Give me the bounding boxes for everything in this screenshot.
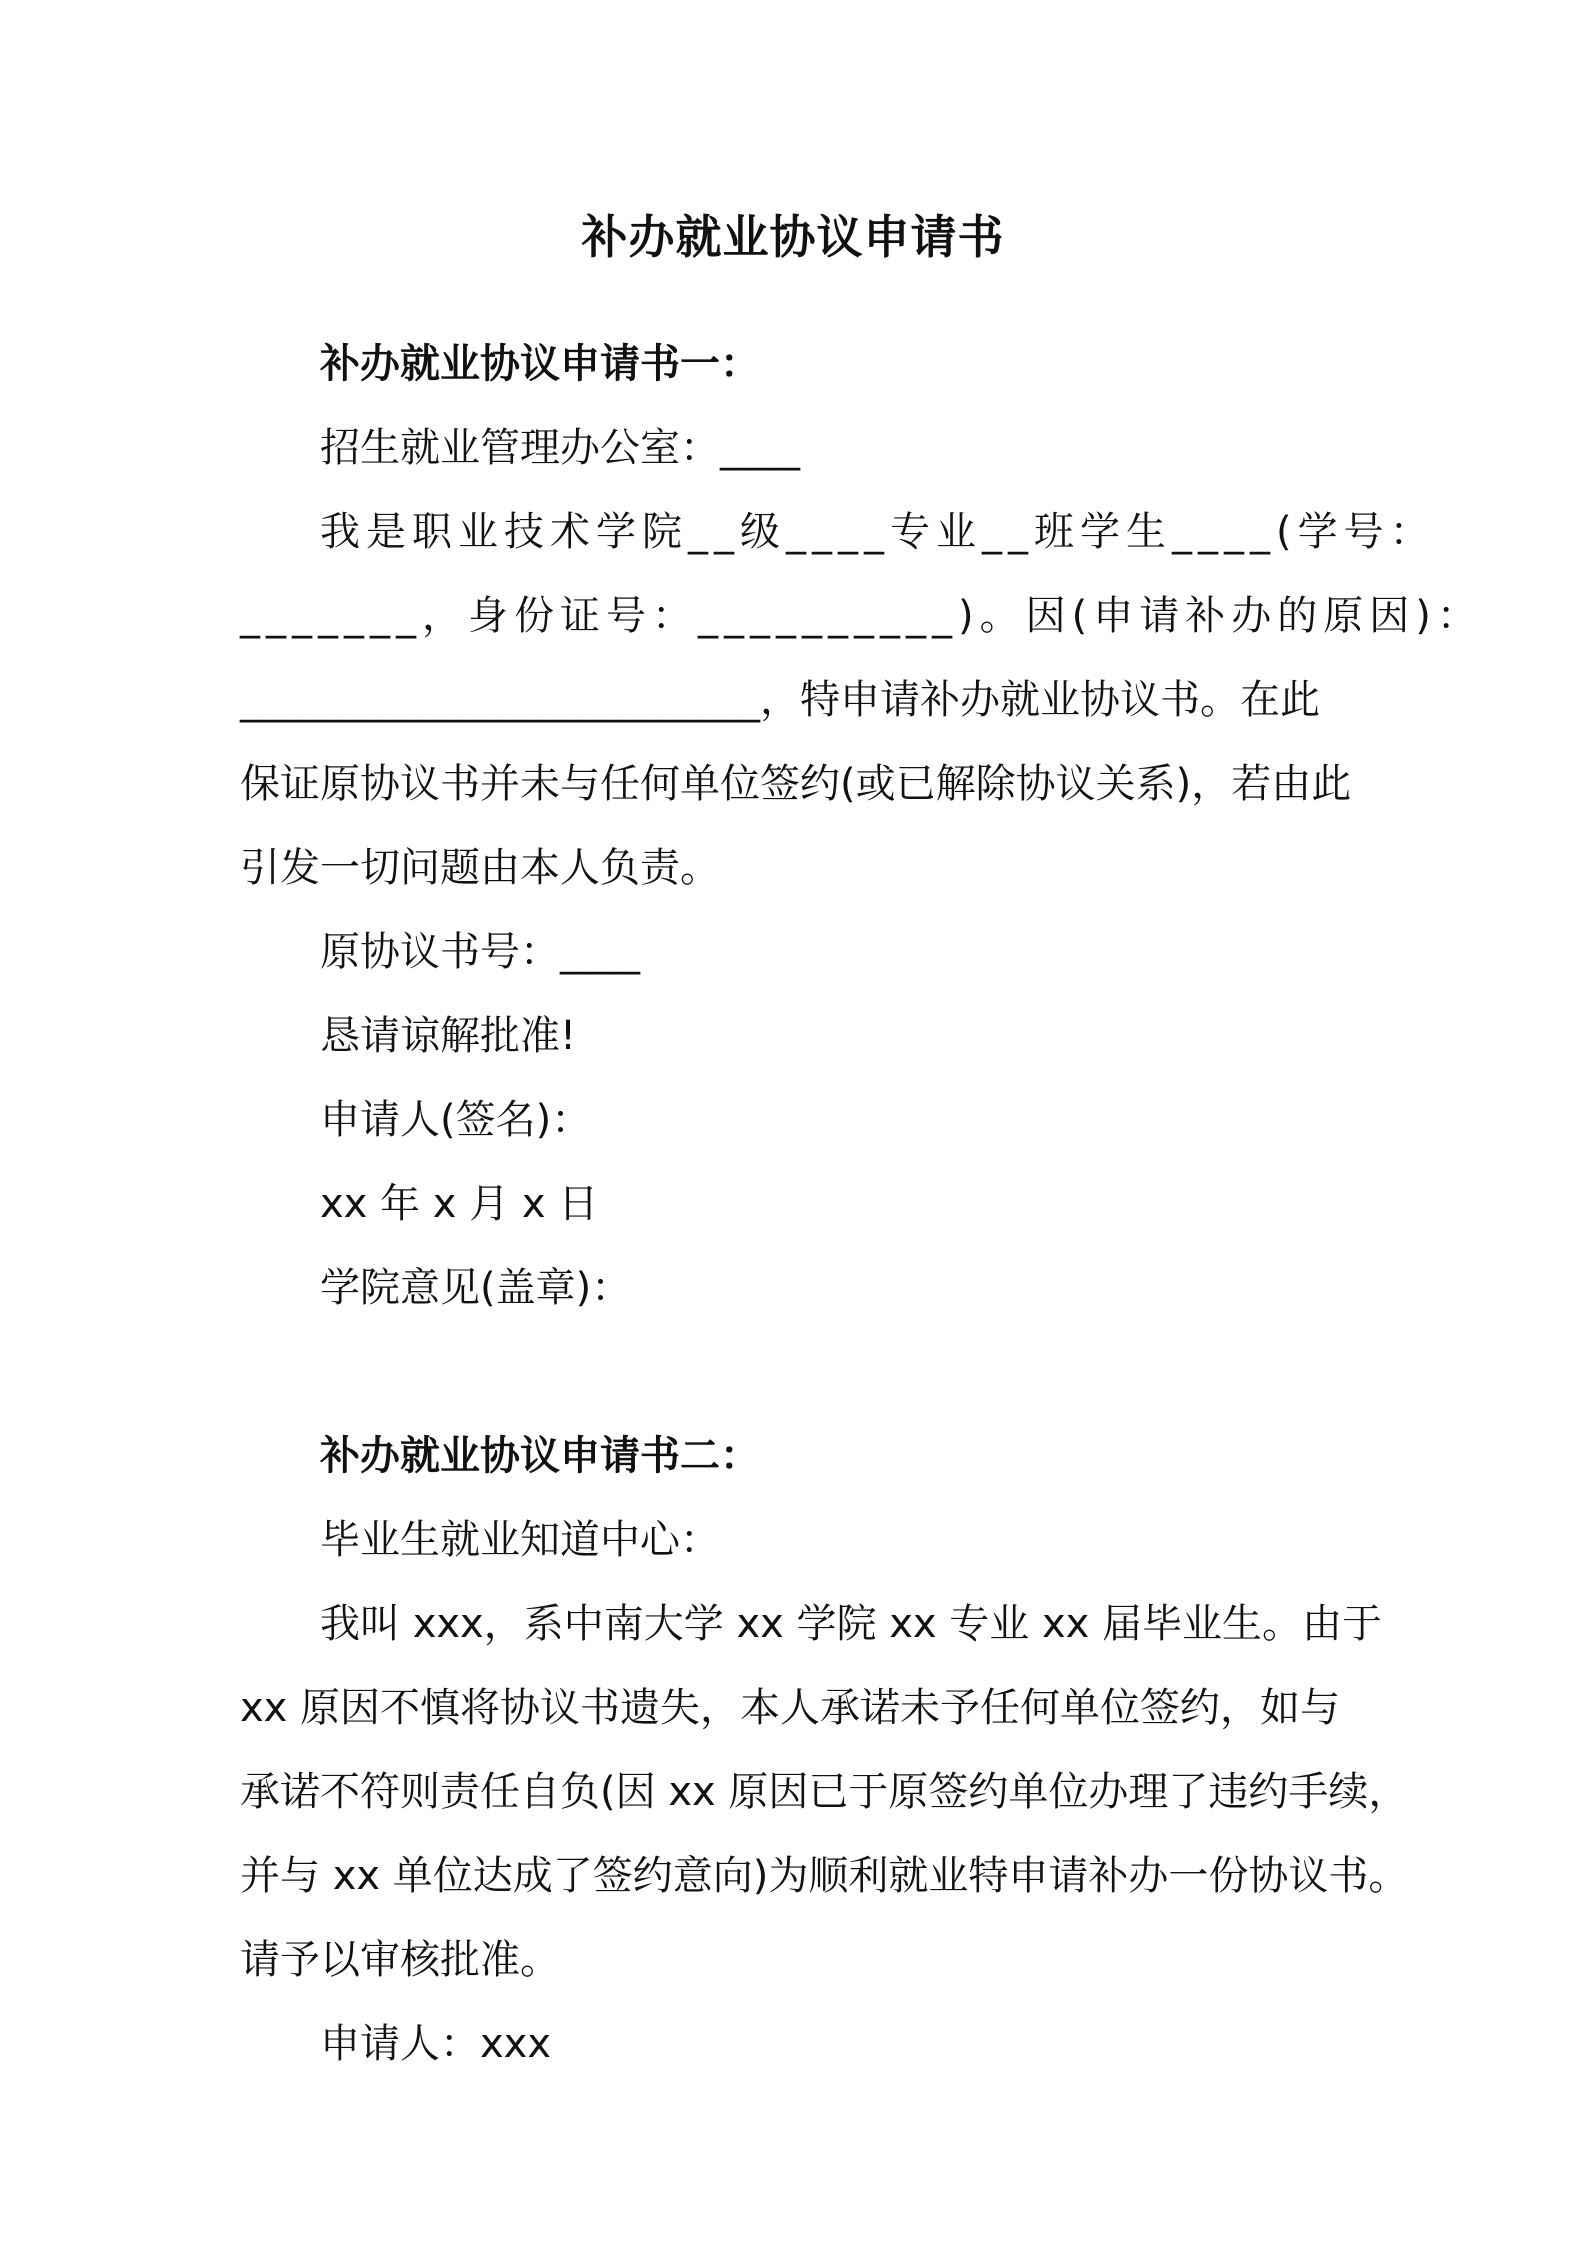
section1-request: 恳请谅解批准! — [320, 1013, 577, 1059]
section2-body-line4: 并与 xx 单位达成了签约意向)为顺利就业特申请补办一份协议书。 — [240, 1853, 1409, 1899]
section1-body-line1: 我是职业技术学院__级____专业__班学生____(学号： — [320, 509, 1436, 555]
section1-heading: 补办就业协议申请书一： — [320, 341, 760, 387]
section1-body-line2: _______，身份证号：__________)。因(申请补办的原因)： — [240, 593, 1483, 639]
section2-heading: 补办就业协议申请书二： — [320, 1433, 760, 1479]
section1-body-line3: __________________________，特申请补办就业协议书。在此 — [240, 677, 1320, 723]
section1-addressee: 招生就业管理办公室：____ — [320, 425, 800, 471]
section2-addressee: 毕业生就业知道中心： — [320, 1517, 720, 1563]
section1-original-number: 原协议书号：____ — [320, 929, 640, 975]
section1-applicant: 申请人(签名)： — [320, 1097, 592, 1143]
section2-body-line5: 请予以审核批准。 — [240, 1937, 560, 1983]
document-title: 补办就业协议申请书 — [581, 210, 1005, 264]
section1-date: xx 年 x 月 x 日 — [320, 1181, 599, 1227]
section1-body-line4: 保证原协议书并未与任何单位签约(或已解除协议关系)，若由此 — [240, 761, 1352, 807]
section1-college-opinion: 学院意见(盖章)： — [320, 1265, 632, 1311]
section2-body-line3: 承诺不符则责任自负(因 xx 原因已于原签约单位办理了违约手续， — [240, 1769, 1409, 1815]
section2-applicant: 申请人：xxx — [320, 2021, 552, 2067]
section2-body-line1: 我叫 xxx，系中南大学 xx 学院 xx 专业 xx 届毕业生。由于 — [320, 1601, 1383, 1647]
section1-body-line5: 引发一切问题由本人负责。 — [240, 845, 720, 891]
section2-body-line2: xx 原因不慎将协议书遗失，本人承诺未予任何单位签约，如与 — [240, 1685, 1341, 1731]
